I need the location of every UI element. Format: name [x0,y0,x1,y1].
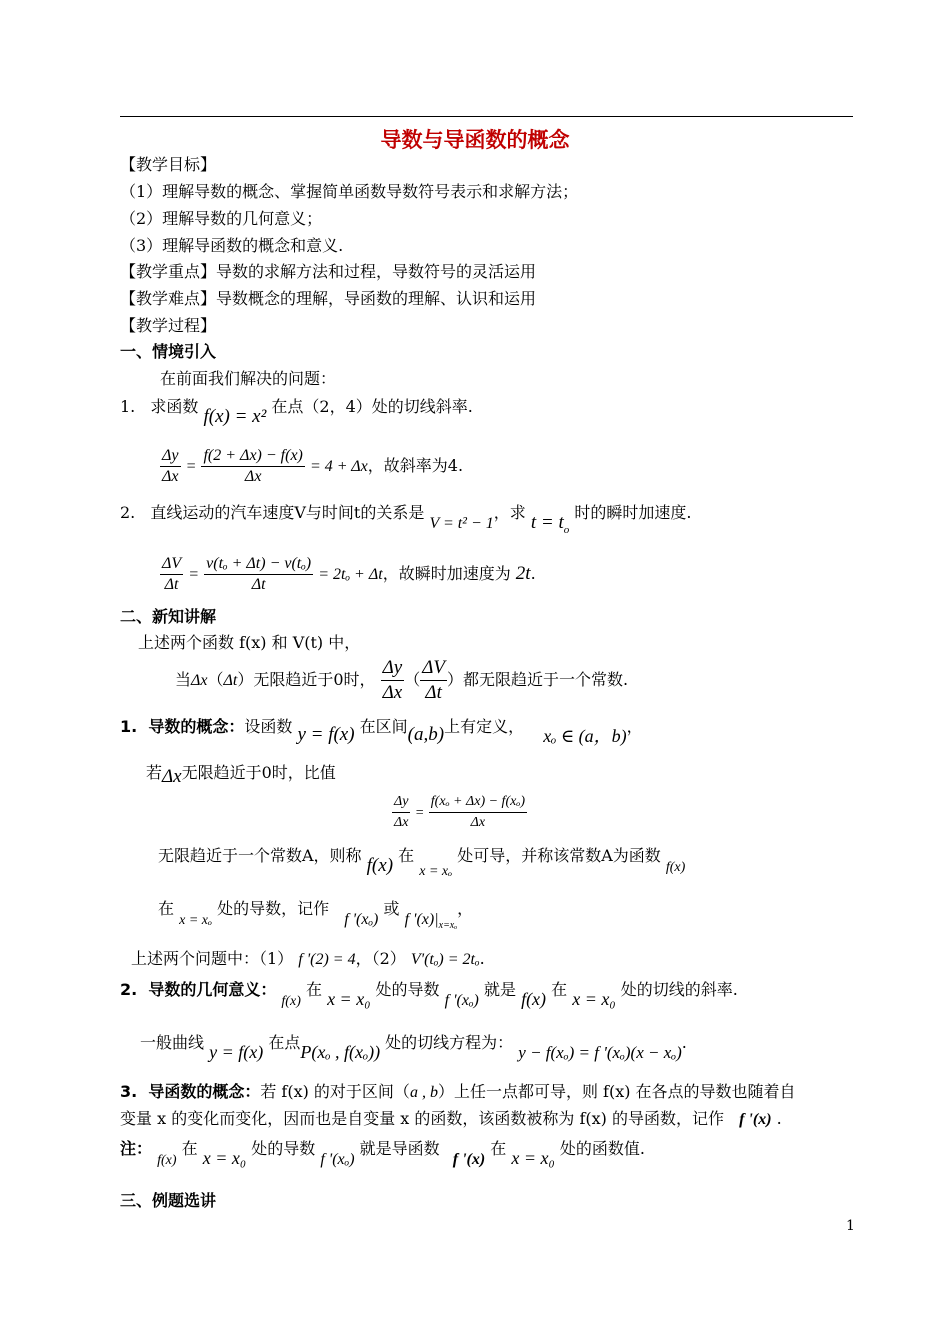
problem-2 [120,500,692,536]
problem-2-t-sub: o [563,523,570,536]
note-fpx: f '(x) [452,1151,486,1168]
header-rule [120,116,853,117]
p1-conclusion: ，故斜率为4. [367,456,464,475]
d2-fx: f(x) [281,994,301,1009]
problem-2-text-c: 时的瞬时加速度. [574,503,692,522]
line2-dx: Δx [191,672,208,689]
d3-b: ）上任一点都可导，则 f(x) 在各点的导数也随着自 [437,1082,796,1101]
d3-interval: a , b [409,1084,438,1101]
d2-g-end: . [681,1033,687,1052]
objective-item-2: （2）理解导数的几何意义； [120,209,323,228]
p1-result: = 4 + Δx [309,458,368,475]
d2-tangent-equation: y − f(xₒ) = f '(xₒ)(x − xₒ) [518,1043,682,1062]
d1-ruo: 若 [146,763,163,782]
objective-item-1: （1）理解导数的概念、掌握简单函数导数符号表示和求解方法； [120,182,579,201]
p1-lhs-denominator: Δx [162,468,179,485]
d2-g-c: 处的切线方程为： [385,1033,514,1052]
line2-b: （ [207,670,224,689]
key-points-label: 【教学重点】 [120,262,217,281]
line2-dt: Δt [223,672,238,689]
note [120,1136,645,1168]
d1-e: 无限趋近于一个常数A，则称 [158,846,362,865]
definition-3 [120,1079,796,1102]
d1-fx2: f(x) [665,860,686,875]
note-fx: f(x) [157,1153,177,1168]
d2-c: 就是 [483,980,516,999]
difficulties [120,286,536,309]
d1-x0: xₒ ∈ (a，b) [543,726,627,746]
problem-2-text-b: ，求 [493,503,526,522]
d2-x: x = x₀ [327,989,371,1009]
d1-notation-2: f '(x)| [404,911,439,928]
d1-g: 处可导，并称该常数A为函数 [457,846,661,865]
d1-examples [131,946,485,969]
note-label: 注： [120,1139,153,1158]
section-2-heading: 二、新知讲解 [120,607,217,626]
line2-a: 当 [175,670,192,689]
d3-end: . [776,1109,782,1128]
d2-b: 处的导数 [375,980,440,999]
d3-line-2 [120,1106,782,1129]
d1-end: ， [626,717,643,736]
line2-e: ）都无限趋近于一个常数. [447,670,629,689]
d1-ratio-lhs-den: Δx [394,815,409,830]
definition-3-number: 3. [120,1082,138,1101]
d1-notation-2-sub: x=xₒ [438,920,458,932]
p2-result: = 2tₒ + Δt [318,566,383,583]
problem-1 [120,394,473,427]
d1-examples-end: . [479,949,485,968]
p1-rhs-denominator: Δx [244,468,262,485]
d1-function: y = f(x) [297,724,355,745]
definition-1-label: 导数的概念： [148,717,245,736]
problem-2-function: V = t² − 1 [429,515,494,532]
line2-frac2-num: ΔV [420,656,447,681]
d1-line-3 [158,843,686,879]
definition-2-number: 2. [120,980,138,999]
problem-1-solution: $\frac{\Delta y}{\Delta x}$ = $\frac{f(2 + \Delta x) - f(x)}{\Delta x}$ = 4 + Δx，故斜率为4. [162,447,464,485]
definition-1 [120,712,643,746]
note-x: x = x₀ [202,1148,247,1168]
d3-notation: f '(x) [739,1111,772,1128]
problem-2-text-a: 直线运动的汽车速度V与时间t的关系是 [150,503,425,522]
p1-rhs-fraction [201,446,304,487]
d1-xx0: x = xₒ [419,864,453,879]
d2-fp: f '(xₒ) [444,992,479,1009]
note-d: 在 [490,1139,507,1158]
line2-c: ）无限趋近于0时， [237,670,376,689]
definition-2-label: 导数的几何意义： [148,980,277,999]
section-1-intro: 在前面我们解决的问题： [160,369,337,388]
note-x2: x = x₀ [511,1148,555,1168]
p2-rhs-denominator: Δt [251,576,266,593]
p2-answer: 2t [515,563,531,584]
d2-tangent-line [140,1030,687,1062]
key-points [120,259,536,282]
p2-end: . [530,564,536,583]
process-heading: 【教学过程】 [120,316,217,335]
problem-2-t: t = t [530,512,564,533]
p2-conclusion: ，故瞬时加速度为 [382,564,511,583]
d1-ratio: $\frac{\Delta y}{\Delta x}$ = $\frac{\text{f(xₒ + Δx) − f(xₒ)}}{\Delta x}$ [392,792,527,833]
d1-example-2: V'(tₒ) = 2tₒ [410,951,480,968]
d1-line-4 [158,896,474,932]
d2-fx2: f(x) [521,989,547,1009]
d2-x2: x = x₀ [572,989,616,1009]
p1-lhs-numerator: Δy [160,446,181,467]
d2-a: 在 [305,980,322,999]
d1-notation-1: f '(xₒ) [344,911,379,928]
difficulties-label: 【教学难点】 [120,289,217,308]
d1-h-x: x = xₒ [179,913,212,928]
p1-lhs-fraction [160,446,181,487]
d1-ratio-lhs-num: Δy [392,792,410,813]
objective-item-3: （3）理解导函数的概念和意义. [120,236,344,255]
note-fp: f '(xₒ) [320,1151,355,1168]
d1-c: 上有定义， [444,717,525,736]
p2-lhs-denominator: Δt [164,576,179,593]
d1-zai: 在 [398,846,415,865]
problem-1-text-a: 求函数 [150,397,199,416]
d2-d: 在 [551,980,568,999]
d1-a: 设函数 [244,717,293,736]
d1-d: 无限趋近于0时，比值 [181,763,336,782]
d2-g-point: P(xₒ , f(xₒ)) [300,1042,381,1062]
problem-2-solution: $\frac{\Delta V}{\Delta t}$ = $\frac{\text{v(tₒ + Δt) − v(tₒ)}}{\Delta t}$ = 2tₒ + Δt，故瞬时加速度为 2t. [162,555,536,593]
d1-example-1: f '(2) = 4 [298,951,356,968]
definition-2 [120,977,738,1009]
section-2-line-2 [175,656,628,705]
d1-h-or: 或 [383,899,400,918]
note-c: 就是导函数 [359,1139,440,1158]
line2-frac2-den: Δt [425,682,442,703]
problem-1-function: f(x) = x² [203,406,267,427]
d3-a: 若 f(x) 的对于区间（ [260,1082,410,1101]
note-a: 在 [181,1139,198,1158]
d1-interval: (a,b) [407,724,445,745]
d2-g-b: 在点 [268,1033,301,1052]
line2-d: （ [404,670,421,689]
line2-frac1-den: Δx [382,682,403,703]
d1-examples-text: 上述两个问题中：（1） [131,949,294,968]
d2-g-f: y = f(x) [209,1042,264,1062]
d3-c: 变量 x 的变化而变化，因而也是自变量 x 的函数，该函数被称为 f(x) 的导函数，记作 [120,1109,724,1128]
note-b: 处的导数 [251,1139,316,1158]
p2-rhs-numerator: v(tₒ + Δt) − v(tₒ) [204,554,313,575]
d1-dx: Δx [162,766,182,787]
page-number: 1 [846,1218,855,1234]
key-points-text: 导数的求解方法和过程，导数符号的灵活运用 [216,262,537,281]
d1-fx: f(x) [366,855,394,876]
d1-ratio-rhs-num: f(xₒ + Δx) − f(xₒ) [429,792,527,813]
d1-h-end: ， [457,899,474,918]
d2-g-a: 一般曲线 [140,1033,205,1052]
problem-2-number: 2. [120,503,136,522]
problem-1-number: 1. [120,397,136,416]
d1-line-2 [146,760,336,787]
page-title: 导数与导函数的概念 [380,128,570,152]
definition-1-number: 1. [120,717,138,736]
d2-e: 处的切线的斜率. [620,980,738,999]
p1-rhs-numerator: f(2 + Δx) − f(x) [201,446,304,467]
d1-h-zai: 在 [158,899,175,918]
p2-lhs-numerator: ΔV [160,554,183,575]
d1-h: 处的导数，记作 [217,899,330,918]
objectives-heading: 【教学目标】 [120,155,217,174]
d1-ratio-rhs-den: Δx [470,815,486,830]
difficulties-text: 导数概念的理解，导函数的理解、认识和运用 [216,289,537,308]
d1-b: 在区间 [359,717,408,736]
definition-3-label: 导函数的概念： [148,1082,261,1101]
d1-examples-mid: ，（2） [355,949,406,968]
note-e: 处的函数值. [559,1139,645,1158]
section-2-line-1: 上述两个函数 f(x) 和 V(t) 中， [138,633,361,652]
problem-1-text-b: 在点（2，4）处的切线斜率. [271,397,473,416]
line2-frac1-num: Δy [381,656,405,681]
section-1-heading: 一、情境引入 [120,342,217,361]
section-3-heading: 三、例题选讲 [120,1191,217,1210]
